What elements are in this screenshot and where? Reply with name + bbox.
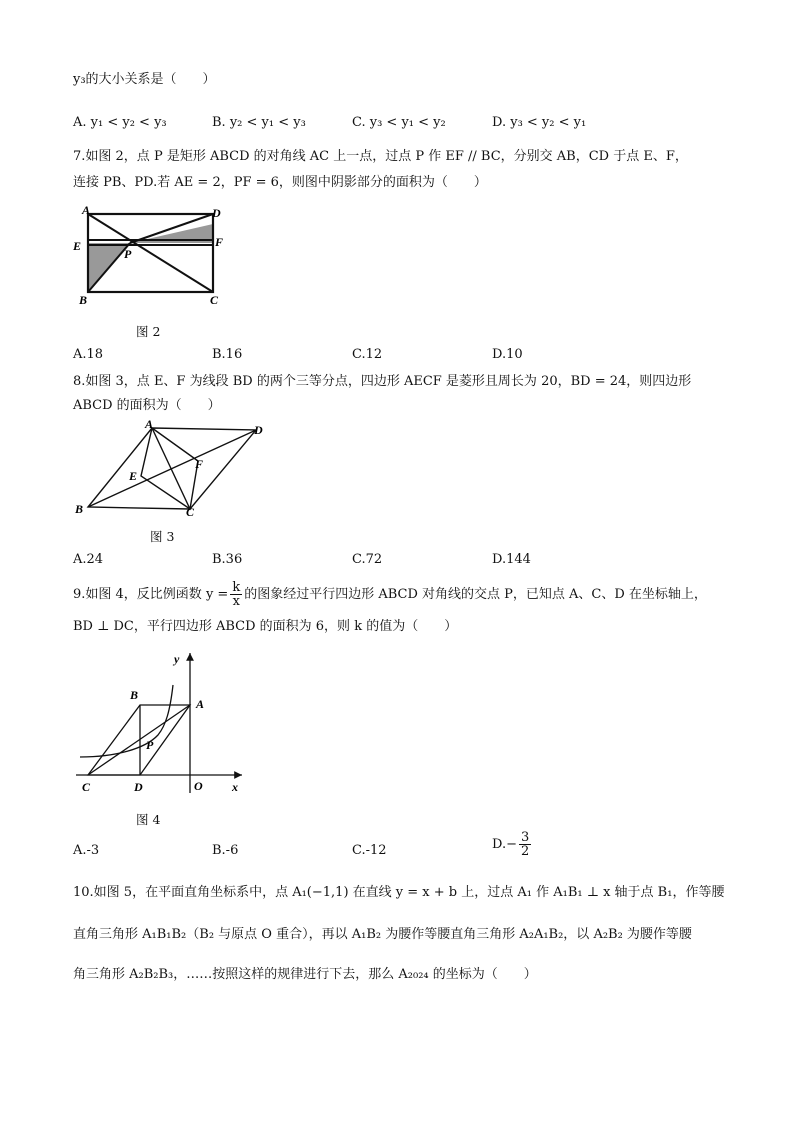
q9-option-b: B.-6 <box>212 843 239 858</box>
q8-label-e: E <box>129 469 138 483</box>
q9-option-c: C.-12 <box>352 843 387 858</box>
q9-option-a: A.-3 <box>73 843 100 858</box>
q9-figure-caption: 图 4 <box>136 812 161 827</box>
q7-option-b: B.16 <box>212 347 243 362</box>
q6-stem-tail: y₃的大小关系是（ ） <box>73 72 216 87</box>
q9-label-x: x <box>232 780 238 794</box>
q10-stem-line3: 角三角形 A₂B₂B₃，……按照这样的规律进行下去，那么 A₂₀₂₄ 的坐标为（ ） <box>73 967 537 982</box>
q8-figure-caption: 图 3 <box>150 529 175 544</box>
q8-option-b: B.36 <box>212 552 243 567</box>
q7-label-p: P <box>124 247 132 261</box>
q9-label-c: C <box>82 780 91 794</box>
q9-label-p: P <box>146 738 154 752</box>
q9-option-d-den: 2 <box>520 844 530 859</box>
q9-option-d-num: 3 <box>520 830 530 845</box>
q10-stem-line2: 直角三角形 A₁B₁B₂（B₂ 与原点 O 重合），再以 A₁B₂ 为腰作等腰直角三角形 A₂A₁B₂，以 A₂B₂ 为腰作等腰 <box>73 927 692 942</box>
q8-label-f: F <box>195 457 204 471</box>
q6-option-c: C. y₃ < y₁ < y₂ <box>352 115 446 130</box>
q9-label-y: y <box>174 652 180 666</box>
q8-rhombus <box>141 428 198 509</box>
q8-label-b: B <box>75 502 84 516</box>
q7-label-f: F <box>215 235 224 249</box>
q8-label-d: D <box>254 423 263 437</box>
q10-stem-line1: 10.如图 5，在平面直角坐标系中，点 A₁(−1,1) 在直线 y = x + b 上，过点 A₁ 作 A₁B₁ ⊥ x 轴于点 B₁，作等腰 <box>73 885 725 900</box>
q7-label-d: D <box>212 206 221 220</box>
q8-option-a: A.24 <box>73 552 104 567</box>
q8-figure <box>70 418 270 518</box>
q7-label-e: E <box>73 239 82 253</box>
q8-label-a: A <box>145 418 154 431</box>
q9-stem-line1 <box>73 580 707 610</box>
q9-stem-post: 的图象经过平行四边形 ABCD 对角线的交点 P，已知点 A、C、D 在坐标轴上， <box>244 587 707 602</box>
q9-hyperbola <box>80 685 173 757</box>
q9-diagonal-ca <box>88 705 190 775</box>
q7-label-c: C <box>210 293 219 307</box>
q7-stem-line1: 7.如图 2，点 P 是矩形 ABCD 的对角线 AC 上一点，过点 P 作 EF // BC，分别交 AB，CD 于点 E、F， <box>73 149 688 164</box>
q9-label-o: O <box>194 779 203 793</box>
q7-option-a: A.18 <box>73 347 104 362</box>
q9-stem-pre: 9.如图 4，反比例函数 y = <box>73 587 229 602</box>
q6-option-a: A. y₁ < y₂ < y₃ <box>73 115 167 130</box>
q9-option-d-fraction <box>519 831 531 858</box>
q8-stem-line2: ABCD 的面积为（ ） <box>73 398 221 413</box>
q8-option-c: C.72 <box>352 552 383 567</box>
q8-option-d: D.144 <box>492 552 531 567</box>
q7-figure <box>70 200 230 312</box>
q9-fraction <box>230 581 242 608</box>
q6-option-b: B. y₂ < y₁ < y₃ <box>212 115 306 130</box>
q6-option-d: D. y₃ < y₂ < y₁ <box>492 115 587 130</box>
q7-stem-line2: 连接 PB、PD.若 AE = 2，PF = 6，则图中阴影部分的面积为（ ） <box>73 175 487 190</box>
q8-stem-line1: 8.如图 3，点 E、F 为线段 BD 的两个三等分点，四边形 AECF 是菱形且周长为 20，BD = 24，则四边形 <box>73 374 692 389</box>
q7-label-a: A <box>82 203 91 217</box>
q7-figure-caption: 图 2 <box>136 324 161 339</box>
q9-figure <box>70 645 260 800</box>
q9-stem-line2: BD ⊥ DC，平行四边形 ABCD 的面积为 6，则 k 的值为（ ） <box>73 619 458 634</box>
q7-option-d: D.10 <box>492 347 523 362</box>
q9-option-d-prefix: D.− <box>492 837 517 852</box>
q7-option-c: C.12 <box>352 347 383 362</box>
q7-label-b: B <box>79 293 88 307</box>
q9-label-a: A <box>196 697 205 711</box>
q9-label-b: B <box>130 688 139 702</box>
q9-frac-den: x <box>232 594 240 609</box>
q8-label-c: C <box>186 505 195 518</box>
q9-label-d: D <box>134 780 143 794</box>
q9-option-d <box>492 830 533 860</box>
q9-frac-num: k <box>232 580 241 595</box>
